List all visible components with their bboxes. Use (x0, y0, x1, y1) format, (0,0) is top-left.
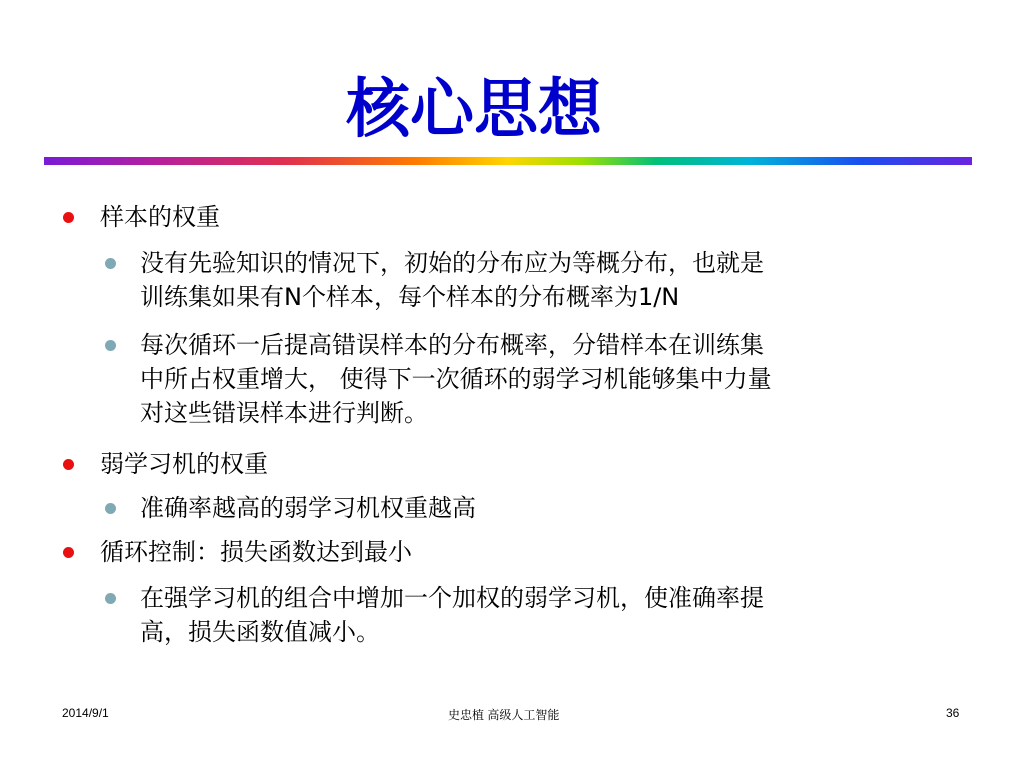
slide-title: 核心思想 (346, 72, 602, 147)
red-bullet-icon (63, 212, 74, 223)
title-rainbow-rule (44, 157, 972, 165)
bullet-3-sub-1-line-2: 高，损失函数值减小。 (140, 618, 380, 646)
bullet-1-sub-2-line-2: 中所占权重增大， 使得下一次循环的弱学习机能够集中力量 (140, 365, 772, 393)
bullet-2 (100, 448, 268, 480)
bullet-1-text: 样本的权重 (100, 203, 220, 231)
gray-bullet-icon (105, 503, 116, 514)
bullet-1-sub-1-line-2: 训练集如果有N个样本，每个样本的分布概率为1/N (140, 283, 680, 311)
bullet-3-text: 循环控制：损失函数达到最小 (100, 538, 412, 566)
bullet-1 (100, 201, 220, 233)
bullet-3-sub-1 (140, 581, 970, 649)
gray-bullet-icon (105, 593, 116, 604)
bullet-1-sub-2-line-1: 每次循环一后提高错误样本的分布概率，分错样本在训练集 (140, 331, 764, 359)
footer-page-number: 36 (946, 706, 960, 720)
bullet-1-sub-2-line-3: 对这些错误样本进行判断。 (140, 399, 428, 427)
red-bullet-icon (63, 547, 74, 558)
bullet-1-sub-1 (140, 246, 970, 314)
bullet-2-sub-1-line-1: 准确率越高的弱学习机权重越高 (140, 494, 476, 522)
bullet-1-sub-2 (140, 328, 970, 430)
gray-bullet-icon (105, 340, 116, 351)
bullet-2-sub-1 (140, 491, 970, 525)
footer-center: 史忠植 高级人工智能 (448, 708, 560, 722)
bullet-3-sub-1-line-1: 在强学习机的组合中增加一个加权的弱学习机，使准确率提 (140, 584, 764, 612)
bullet-3 (100, 536, 412, 568)
bullet-2-text: 弱学习机的权重 (100, 450, 268, 478)
footer-date: 2014/9/1 (62, 706, 109, 720)
bullet-1-sub-1-line-1: 没有先验知识的情况下，初始的分布应为等概分布，也就是 (140, 249, 764, 277)
gray-bullet-icon (105, 258, 116, 269)
red-bullet-icon (63, 459, 74, 470)
